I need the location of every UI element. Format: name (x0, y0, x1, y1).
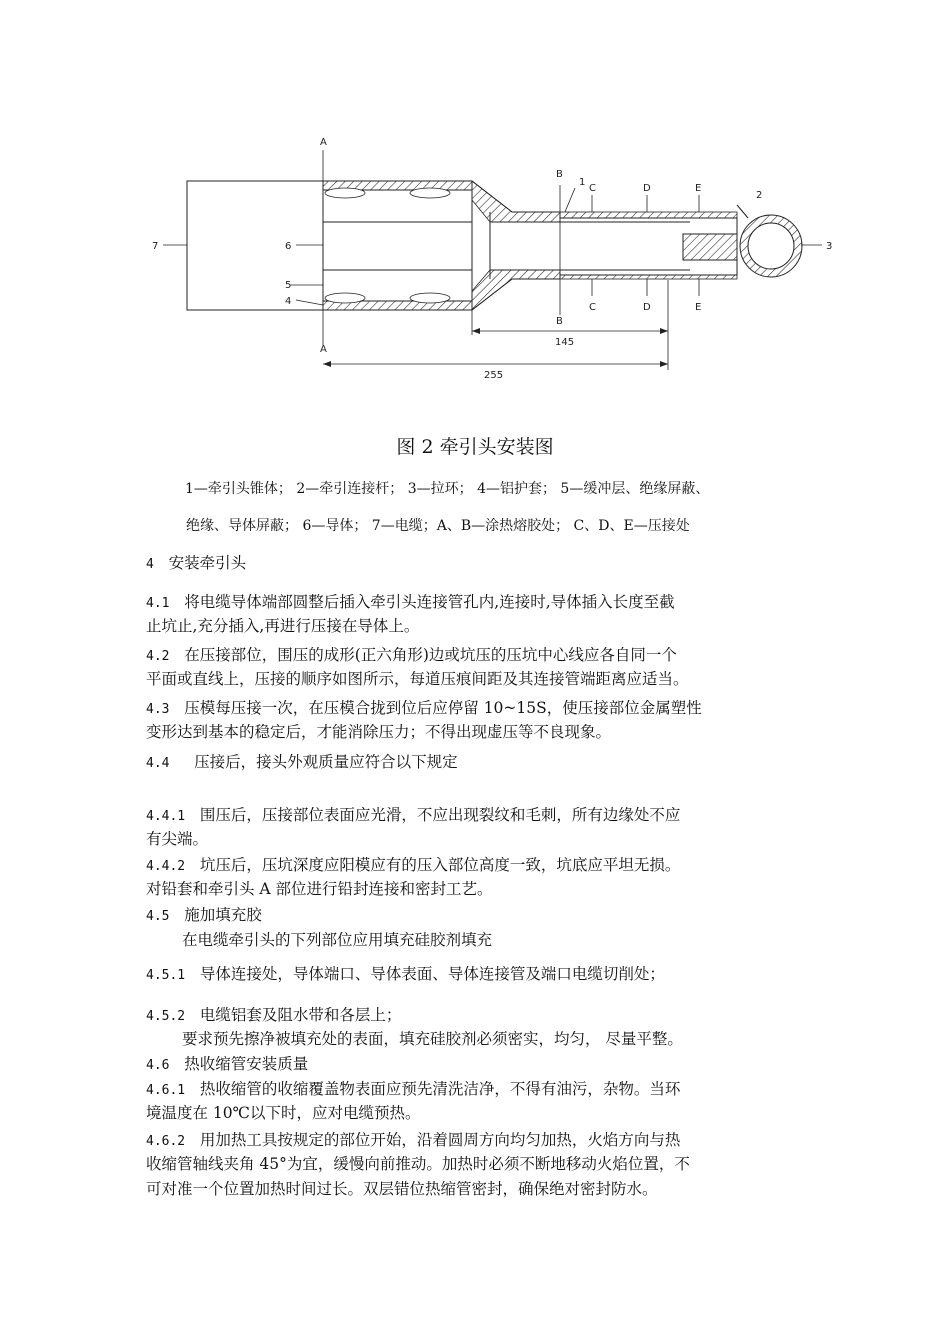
section-4-3-cont: 变形达到基本的稳定后，才能消除压力；不得出现虚压等不良现象。 (146, 723, 612, 741)
section-4-3: 4.3 压模每压接一次，在压模合拢到位后应停留 10~15S，使压接部位金属塑性 (146, 699, 702, 717)
traction-head-diagram (140, 130, 840, 380)
section-4-6-2: 4.6.2 用加热工具按规定的部位开始，沿着圆周方向均匀加热，火焰方向与热 (146, 1131, 681, 1149)
label-c-top: C (589, 183, 596, 194)
section-4-5-2-note: 要求预先擦净被填充处的表面，填充硅胶剂必须密实，均匀， 尽量平整。 (182, 1030, 683, 1048)
legend-line-1: 1—牵引头锥体； 2—牵引连接杆； 3—拉环； 4—铝护套； 5—缓冲层、绝缘屏蔽、 (185, 481, 710, 497)
section-4-4-2: 4.4.2 坑压后，压坑深度应阳模应有的压入部位高度一致，坑底应平坦无损。 (146, 856, 681, 874)
section-4-1: 4.1 将电缆导体端部圆整后插入牵引头连接管孔内,连接时,导体插入长度至截 (146, 593, 675, 611)
label-b-bottom: B (556, 316, 563, 327)
label-a-bottom: A (320, 344, 327, 355)
section-4-heading: 4 安装牵引头 (146, 554, 247, 572)
label-3: 3 (826, 241, 833, 252)
cable-body (187, 181, 323, 310)
dimension-145: 145 (555, 337, 575, 348)
section-4-5-1: 4.5.1 导体连接处，导体端口、导体表面、导体连接管及端口电缆切削处； (146, 965, 665, 983)
label-c-bottom: C (589, 302, 596, 313)
dimension-255: 255 (484, 370, 504, 380)
label-2: 2 (756, 190, 763, 201)
section-4-2-cont: 平面或直线上，压接的顺序如图所示，每道压痕间距及其连接管端距离应适当。 (146, 670, 689, 688)
section-4-1-cont: 止坑止,充分插入,再进行压接在导体上。 (146, 617, 420, 635)
section-4-6: 4.6 热收缩管安装质量 (146, 1055, 309, 1073)
section-4-4: 4.4 压接后，接头外观质量应符合以下规定 (146, 753, 458, 771)
section-4-4-2-cont: 对铅套和牵引头 A 部位进行铅封连接和密封工艺。 (146, 880, 493, 898)
label-a-top: A (320, 137, 327, 148)
section-4-5-intro: 在电缆牵引头的下列部位应用填充硅胶剂填充 (182, 931, 493, 949)
cone-top (472, 181, 560, 222)
label-5: 5 (285, 280, 292, 291)
label-e-top: E (695, 183, 702, 194)
pulling-rod (683, 234, 737, 260)
label-d-bottom: D (643, 302, 651, 313)
section-4-4-1-cont: 有尖端。 (146, 830, 209, 848)
cone-bottom (472, 270, 560, 310)
section-4-4-1: 4.4.1 围压后，压接部位表面应光滑，不应出现裂纹和毛刺，所有边缘处不应 (146, 806, 681, 824)
label-4: 4 (285, 296, 292, 307)
figure-caption: 图 2 牵引头安装图 (396, 436, 554, 458)
section-4-6-1: 4.6.1 热收缩管的收缩覆盖物表面应预先清洗洁净，不得有油污，杂物。当环 (146, 1080, 681, 1098)
section-4-6-2-cont-2: 可对准一个位置加热时间过长。双层错位热缩管密封，确保绝对密封防水。 (146, 1180, 658, 1198)
section-4-6-2-cont-1: 收缩管轴线夹角 45°为宜，缓慢向前推动。加热时必须不断地移动火焰位置，不 (146, 1155, 690, 1173)
section-4-5-2: 4.5.2 电缆铝套及阻水带和各层上； (146, 1006, 402, 1024)
section-4-2: 4.2 在压接部位，围压的成形(正六角形)边或坑压的压坑中心线应各自同一个 (146, 646, 677, 664)
label-1: 1 (579, 177, 586, 188)
label-d-top: D (643, 183, 651, 194)
legend-line-2: 绝缘、导体屏蔽； 6—导体； 7—电缆；A、B—涂热熔胶处； C、D、E—压接处 (186, 518, 690, 534)
label-b-top: B (556, 169, 563, 180)
label-7: 7 (152, 241, 159, 252)
label-6: 6 (285, 241, 292, 252)
section-4-6-1-cont: 境温度在 10℃以下时，应对电缆预热。 (146, 1104, 421, 1122)
section-4-5: 4.5 施加填充胶 (146, 906, 262, 924)
label-e-bottom: E (695, 302, 702, 313)
